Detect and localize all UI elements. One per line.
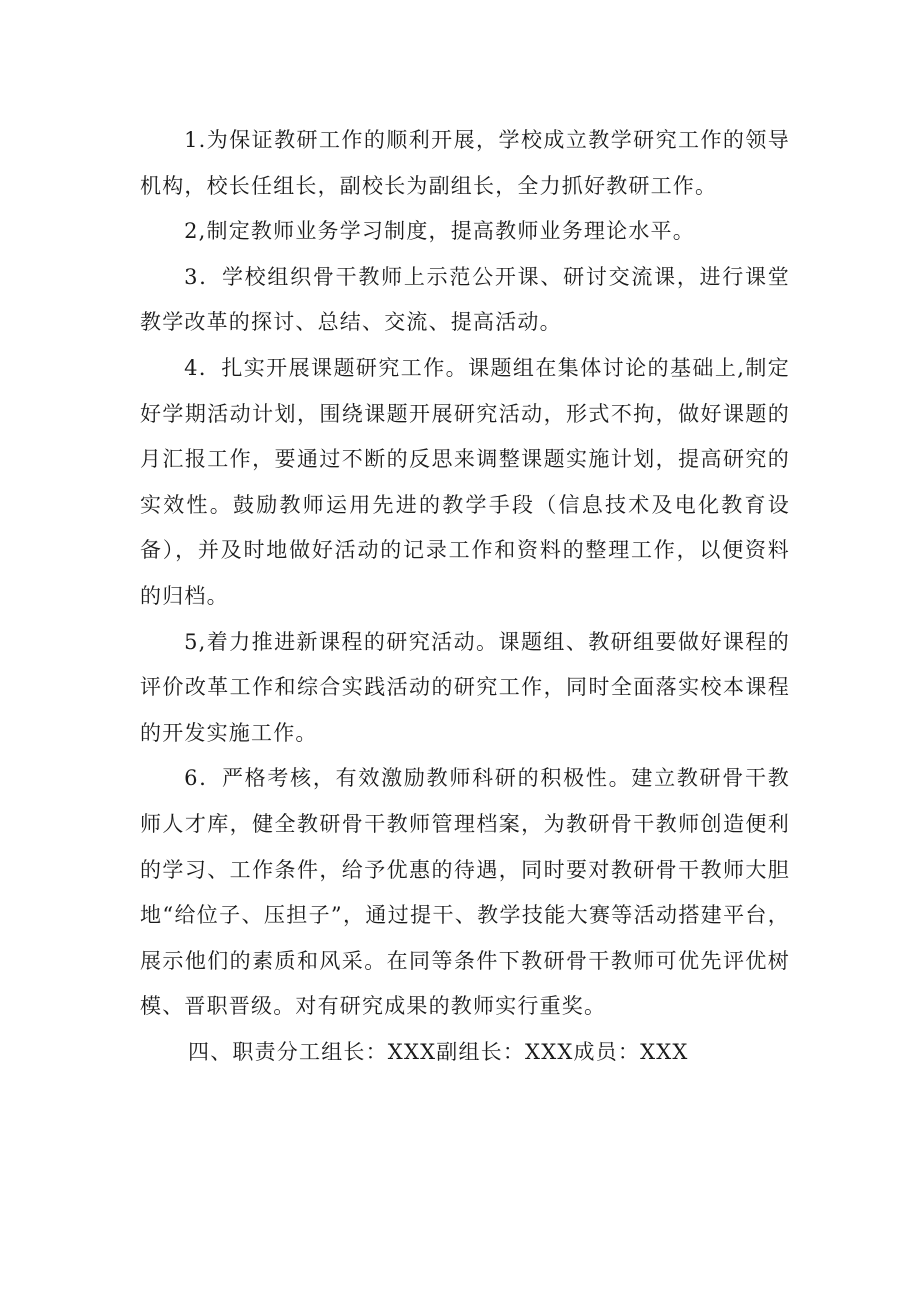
paragraph-2: 2,制定教师业务学习制度，提高教师业务理论水平。 [184, 219, 695, 244]
paragraph-6: 6．严格考核，有效激励教师科研的积极性。建立教研骨干教师人才库，健全教研骨干教师管理档案，为教研骨干教师创造便利的学习、工作条件，给予优惠的待遇，同时要对教研骨干教师大胆地“给位子、压担子”，通过提干、教学技能大赛等活动搭建平台，展示他们的素质和风采。在同等条件下教研骨干教师可优先评优树模、晋职晋级。对有研究成果的教师实行重奖。 [140, 766, 790, 1019]
section-heading-duties: 四、职责分工组长：XXX副组长：XXX成员：XXX [188, 1039, 689, 1064]
paragraph-3: 3．学校组织骨干教师上示范公开课、研讨交流课，进行课堂教学改革的探讨、总结、交流、提高活动。 [140, 264, 790, 335]
paragraph-5: 5,着力推进新课程的研究活动。课题组、教研组要做好课程的评价改革工作和综合实践活动的研究工作，同时全面落实校本课程的开发实施工作。 [140, 629, 790, 745]
paragraph-1: 1.为保证教研工作的顺利开展，学校成立教学研究工作的领导机构，校长任组长，副校长为副组长，全力抓好教研工作。 [140, 128, 790, 198]
document-body [140, 118, 790, 1075]
paragraph-4: 4．扎实开展课题研究工作。课题组在集体讨论的基础上,制定好学期活动计划，围绕课题开展研究活动，形式不拘，做好课题的月汇报工作，要通过不断的反思来调整课题实施计划，提高研究的实效性。鼓励教师运用先进的教学手段（信息技术及电化教育设备），并及时地做好活动的记录工作和资料的整理工作，以便资料的归档。 [140, 355, 790, 608]
